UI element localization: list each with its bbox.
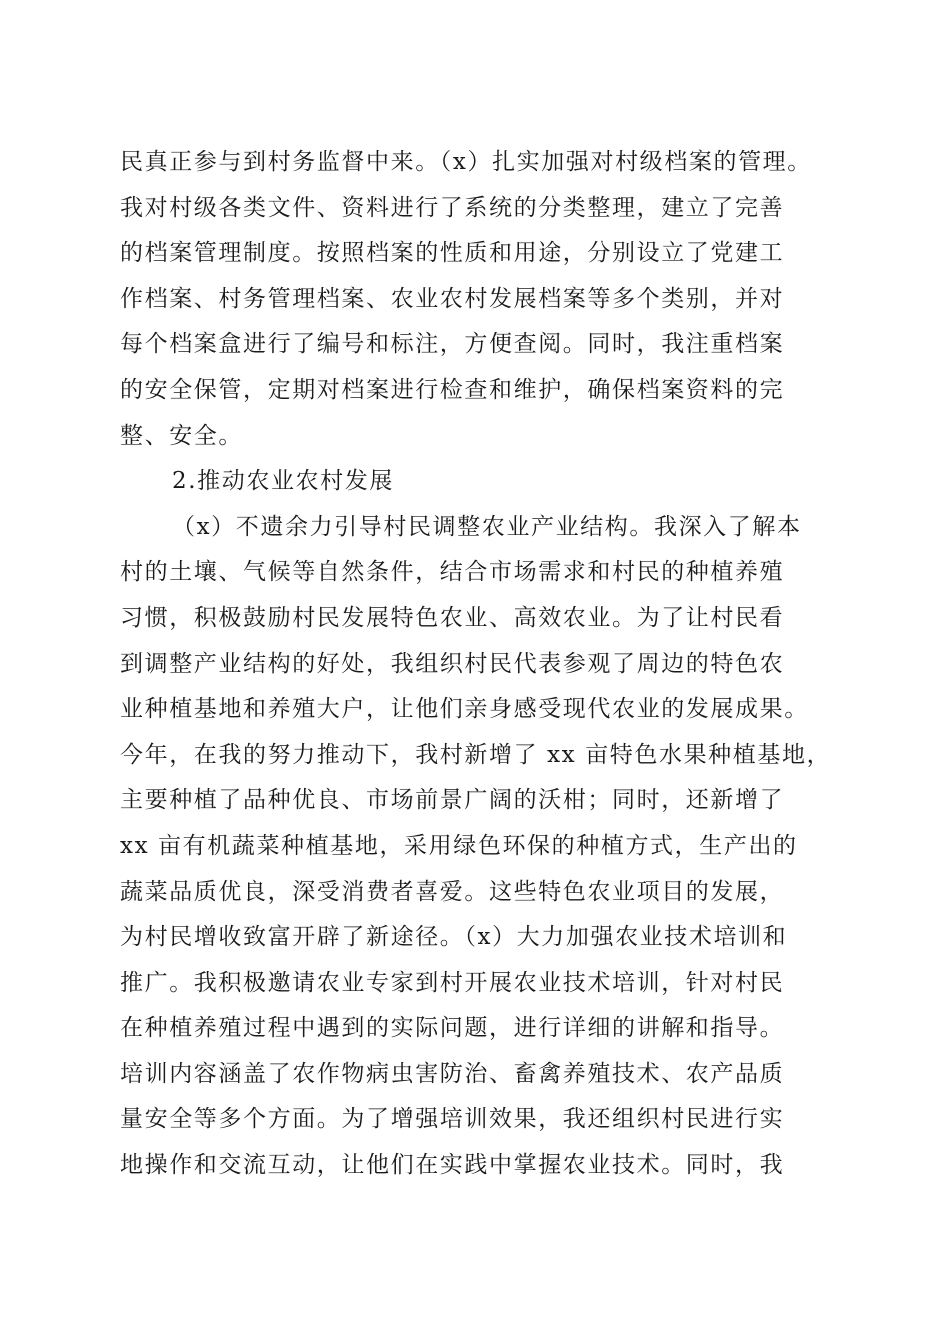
text-line: 推广。我积极邀请农业专家到村开展农业技术培训，针对村民 — [120, 969, 785, 996]
text-line: 村的土壤、气候等自然条件，结合市场需求和村民的种植养殖 — [120, 559, 785, 586]
text-line: 为村民增收致富开辟了新途径。（x）大力加强农业技术培训和 — [120, 924, 788, 951]
text-line: 习惯，积极鼓励村民发展特色农业、高效农业。为了让村民看 — [120, 604, 785, 631]
text-line: 民真正参与到村务监督中来。（x）扎实加强对村级档案的管理。 — [120, 149, 812, 175]
section-heading: 2.推动农业农村发展 — [172, 468, 394, 495]
paragraph-first-line: （x）不遗余力引导村民调整农业产业结构。我深入了解本 — [172, 513, 802, 540]
text-line: 的安全保管，定期对档案进行检查和维护，确保档案资料的完 — [120, 376, 785, 403]
text-line: 我对村级各类文件、资料进行了系统的分类整理，建立了完善 — [120, 194, 785, 221]
text-line: 到调整产业结构的好处，我组织村民代表参观了周边的特色农 — [120, 650, 785, 677]
text-line: 业种植基地和养殖大户，让他们亲身感受现代农业的发展成果。 — [120, 696, 809, 723]
text-line: 在种植养殖过程中遇到的实际问题，进行详细的讲解和指导。 — [120, 1015, 785, 1042]
text-line: 整、安全。 — [120, 422, 243, 449]
text-line: 每个档案盒进行了编号和标注，方便查阅。同时，我注重档案 — [120, 331, 785, 358]
text-line: 的档案管理制度。按照档案的性质和用途，分别设立了党建工 — [120, 240, 785, 267]
text-line: 蔬菜品质优良，深受消费者喜爱。这些特色农业项目的发展， — [120, 878, 785, 905]
text-line: 今年，在我的努力推动下，我村新增了 xx 亩特色水果种植基地， — [120, 741, 832, 768]
text-line: 量安全等多个方面。为了增强培训效果，我还组织村民进行实 — [120, 1106, 785, 1133]
document-body — [120, 140, 850, 1189]
text-line: 作档案、村务管理档案、农业农村发展档案等多个类别，并对 — [120, 285, 785, 312]
text-line: 主要种植了品种优良、市场前景广阔的沃柑；同时，还新增了 — [120, 787, 785, 814]
text-line: xx 亩有机蔬菜种植基地，采用绿色环保的种植方式，生产出的 — [120, 832, 798, 859]
text-line: 培训内容涵盖了农作物病虫害防治、畜禽养殖技术、农产品质 — [120, 1060, 785, 1087]
text-line: 地操作和交流互动，让他们在实践中掌握农业技术。同时，我 — [120, 1152, 785, 1179]
